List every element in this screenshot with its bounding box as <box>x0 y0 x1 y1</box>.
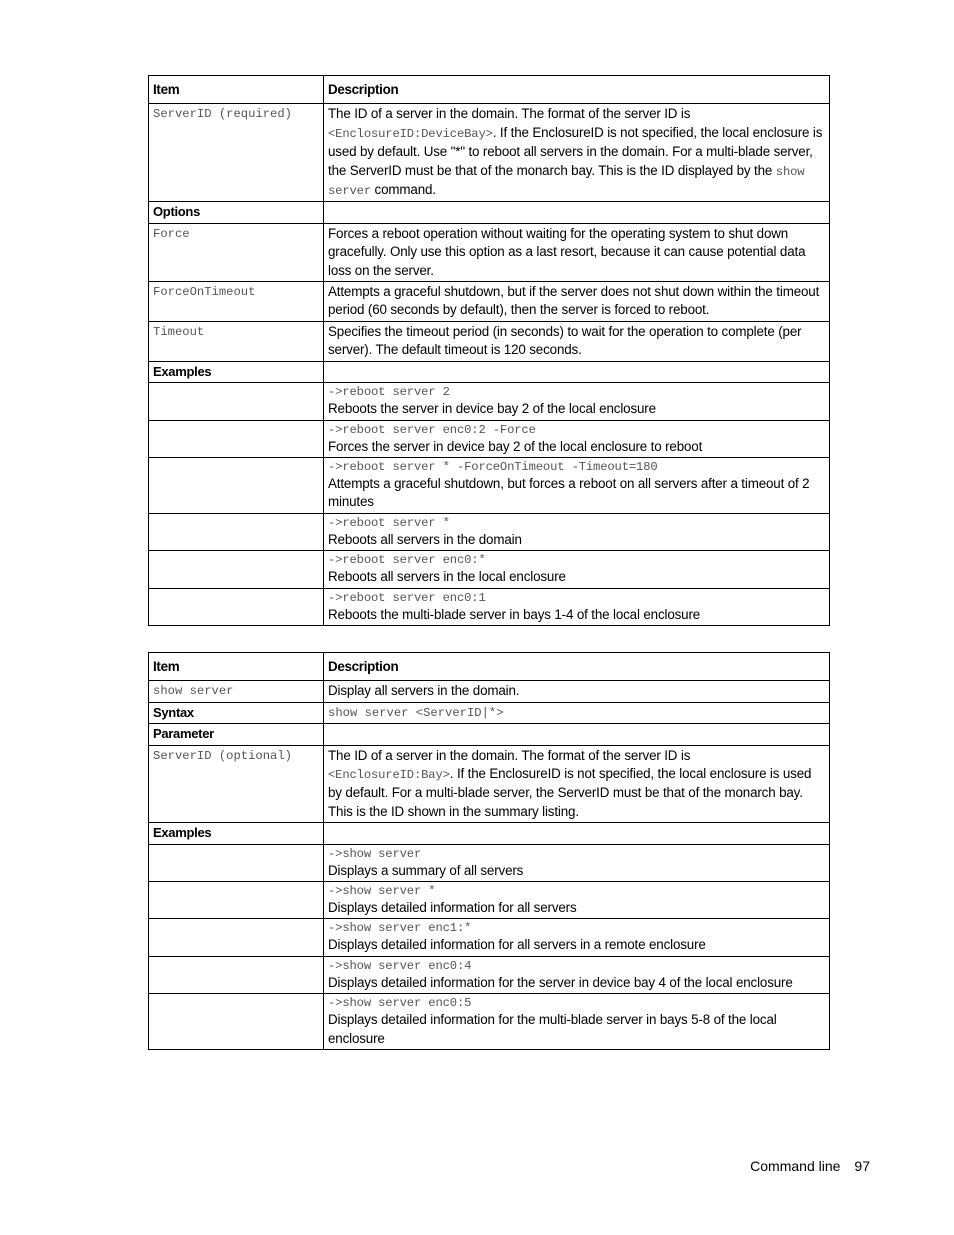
example-row <box>149 882 830 919</box>
reboot-command-table <box>148 75 830 626</box>
param-serverid: ServerID (required) <box>149 104 324 202</box>
example-cell <box>324 551 830 588</box>
example-description: Attempts a graceful shutdown, but forces a reboot on all servers after a timeout of 2 minutes <box>328 475 810 510</box>
empty-cell <box>149 919 324 956</box>
option-timeout: Timeout <box>149 321 324 361</box>
section-row <box>149 361 830 382</box>
show-server-command-table <box>148 652 830 1050</box>
examples-label: Examples <box>149 823 324 844</box>
description-text: command. <box>370 182 436 198</box>
example-description: Displays detailed information for all servers in a remote enclosure <box>328 937 706 953</box>
option-force-description: Forces a reboot operation without waiting for the operating system to shut down gracefully. Only use this option as a last resort, because it can cause potential data loss on the server. <box>324 223 830 281</box>
example-description: Forces the server in device bay 2 of the local enclosure to reboot <box>328 438 703 454</box>
description-text: . If the EnclosureID is not specified, the local enclosure is used by default. For a multi-blade server, the ServerID must be that of the monarch bay. This is the ID shown in the summary listing. <box>328 766 812 819</box>
example-row <box>149 513 830 550</box>
header-item: Item <box>149 76 324 104</box>
empty-cell <box>149 513 324 550</box>
table-row <box>149 745 830 823</box>
description-text: The ID of a server in the domain. The format of the server ID is <box>328 106 691 122</box>
header-description: Description <box>324 653 830 681</box>
header-description: Description <box>324 76 830 104</box>
table-row <box>149 321 830 361</box>
option-timeout-description: Specifies the timeout period (in seconds) to wait for the operation to complete (per server). The default timeout is 120 seconds. <box>324 321 830 361</box>
example-command: ->reboot server enc0:2 -Force <box>328 422 536 437</box>
table-row <box>149 223 830 281</box>
table-header-row <box>149 76 830 104</box>
example-row <box>149 457 830 513</box>
example-cell <box>324 919 830 956</box>
parameter-label: Parameter <box>149 724 324 745</box>
empty-cell <box>149 882 324 919</box>
example-row <box>149 420 830 457</box>
example-cell <box>324 844 830 881</box>
empty-cell <box>324 724 830 745</box>
example-command: ->reboot server enc0:* <box>328 553 486 568</box>
example-description: Reboots all servers in the domain <box>328 531 522 547</box>
option-forceontimeout-description: Attempts a graceful shutdown, but if the server does not shut down within the timeout period (60 seconds by default), then the server is forced to reboot. <box>324 282 830 322</box>
example-cell <box>324 882 830 919</box>
example-cell <box>324 457 830 513</box>
example-command: ->reboot server 2 <box>328 385 450 400</box>
empty-cell <box>149 420 324 457</box>
command-show-server: show server <box>149 681 324 702</box>
example-cell <box>324 956 830 993</box>
command-description: Display all servers in the domain. <box>324 681 830 702</box>
example-cell <box>324 513 830 550</box>
section-row <box>149 823 830 844</box>
empty-cell <box>324 361 830 382</box>
example-description: Displays a summary of all servers <box>328 862 524 878</box>
example-cell <box>324 588 830 625</box>
example-description: Reboots all servers in the local enclosure <box>328 569 566 585</box>
example-description: Reboots the multi-blade server in bays 1-4 of the local enclosure <box>328 606 701 622</box>
example-command: ->reboot server enc0:1 <box>328 590 486 605</box>
examples-label: Examples <box>149 361 324 382</box>
example-row <box>149 551 830 588</box>
example-cell <box>324 420 830 457</box>
empty-cell <box>149 457 324 513</box>
option-forceontimeout: ForceOnTimeout <box>149 282 324 322</box>
example-command: ->show server enc0:5 <box>328 996 472 1011</box>
footer-section-title: Command line <box>750 1158 841 1174</box>
example-row <box>149 956 830 993</box>
empty-cell <box>149 588 324 625</box>
param-serverid-description <box>324 745 830 823</box>
description-text: . If the EnclosureID is not specified, the local enclosure is used by default. Use "*" to reboot all servers in the domain. For a multi-blade server, the ServerID must be that of the monarch bay. This is the ID displayed by the <box>328 124 823 178</box>
example-row <box>149 919 830 956</box>
page-footer <box>750 1158 870 1174</box>
example-row <box>149 844 830 881</box>
header-item: Item <box>149 653 324 681</box>
empty-cell <box>324 823 830 844</box>
example-row <box>149 588 830 625</box>
show-server-code: show server <box>328 164 805 199</box>
empty-cell <box>324 202 830 223</box>
empty-cell <box>149 551 324 588</box>
example-command: ->show server enc0:4 <box>328 958 472 973</box>
example-description: Reboots the server in device bay 2 of the local enclosure <box>328 401 656 417</box>
section-row <box>149 202 830 223</box>
example-cell <box>324 383 830 420</box>
example-command: ->show server enc1:* <box>328 921 472 936</box>
syntax-value: show server <ServerID|*> <box>324 702 830 723</box>
options-label: Options <box>149 202 324 223</box>
example-cell <box>324 994 830 1050</box>
example-description: Displays detailed information for the multi-blade server in bays 5-8 of the local enclosure <box>328 1012 777 1046</box>
param-serverid-description <box>324 104 830 202</box>
example-command: ->show server * <box>328 884 436 899</box>
example-command: ->reboot server * -ForceOnTimeout -Timeout=180 <box>328 459 658 474</box>
table-header-row <box>149 653 830 681</box>
example-command: ->reboot server * <box>328 515 450 530</box>
table-row <box>149 104 830 202</box>
example-row <box>149 994 830 1050</box>
section-row <box>149 724 830 745</box>
example-description: Displays detailed information for the server in device bay 4 of the local enclosure <box>328 974 793 990</box>
example-row <box>149 383 830 420</box>
empty-cell <box>149 956 324 993</box>
example-command: ->show server <box>328 846 422 861</box>
empty-cell <box>149 383 324 420</box>
description-text: The ID of a server in the domain. The format of the server ID is <box>328 747 691 763</box>
example-description: Displays detailed information for all servers <box>328 900 577 916</box>
param-serverid: ServerID (optional) <box>149 745 324 823</box>
table-row <box>149 681 830 702</box>
table-row <box>149 282 830 322</box>
serverid-format-code: <EnclosureID:DeviceBay> <box>328 126 493 141</box>
page-number: 97 <box>854 1158 870 1174</box>
empty-cell <box>149 844 324 881</box>
serverid-format-code: <EnclosureID:Bay> <box>328 768 450 783</box>
option-force: Force <box>149 223 324 281</box>
syntax-label: Syntax <box>149 702 324 723</box>
section-row <box>149 702 830 723</box>
empty-cell <box>149 994 324 1050</box>
